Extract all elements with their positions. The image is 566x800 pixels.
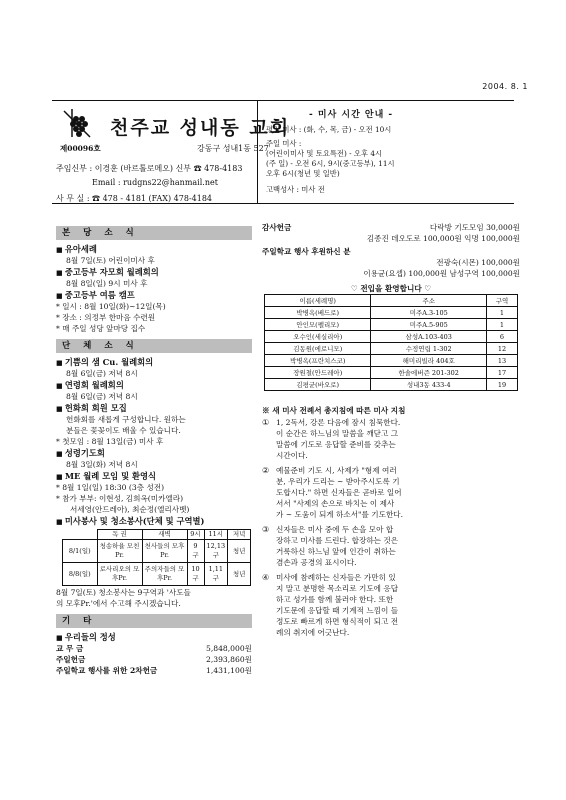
list-item: ■ 기쁨의 샘 Cu. 월례회의 8월 6일(금) 저녁 8시: [56, 356, 252, 379]
offering-row: 주일헌금 2,393,860원: [56, 655, 252, 664]
list-item: ■ ME 월례 모임 및 환영식 * 8월 1일(일) 18:30 (3층 성전) * 참가 부부: 이현성, 김희옥(미카엘라) 서세영(안드레아), 최순정(엘리사벳): [56, 470, 252, 515]
service-note: 8월 7일(토) 청소봉사는 9구역과 '사도들: [56, 588, 191, 597]
table-row: 박병옥(프란치스코) 해미리빌라 404호 13: [265, 355, 518, 367]
sponsor-title: 주일학교 행사 후원하신 분: [262, 247, 351, 256]
table-row: 8/8(일) 로사리오의 모후Pr. 주의자들의 모후Pr. 10 구 1,11 구 청년: [63, 563, 251, 586]
list-item: ■ 미사봉사 및 청소봉사(단체 및 구역별): [56, 515, 252, 527]
office-info: 사 무 실 : ☎ 478 - 4181 (FAX) 478-4184: [56, 194, 213, 203]
section-header-danche: 단 체 소 식: [56, 339, 252, 353]
list-item: ■ 유아세례 8월 7일(토) 어린이미사 후: [56, 243, 252, 266]
left-column: [56, 226, 252, 676]
mass-line: (주 일) - 오전 6시, 9시(중고등부), 11시: [266, 159, 395, 168]
thanks-row: 감사헌금 다락방 기도모임 30,000원: [262, 223, 520, 232]
table-row: 안인모(펠리모) 미주A.5-905 1: [265, 319, 518, 331]
offering-row: 교 무 금 5,848,000원: [56, 644, 252, 653]
pastor-info: 주임신부 : 이경훈 (바르톨로메오) 신부 ☎ 478-4183: [56, 164, 243, 173]
service-note: 의 모후Pr.'에서 수고해 주시겠습니다.: [56, 599, 181, 608]
table-row: 김평균(바오로) 성내3동 433-4 19: [265, 379, 518, 391]
issue-number: 제00096호: [60, 144, 101, 153]
sponsor-row: 이용균(요셉) 100,000원 남성구역 100,000원: [363, 269, 520, 278]
notice-item: ④ 미사에 참례하는 신자들은 가만히 있 지 말고 분명한 목소리로 기도에 응답 하고 성가를 함께 불러야 한다. 또한 기도문에 응답할 때 기계적 느낌이 들 정도로 빠르게 하면 형식적이 되고 전 례의 취지에 어긋난다.: [262, 573, 399, 637]
mass-line: 주일 미사 :: [266, 139, 302, 148]
mass-line: 평일 미사 : (화, 수, 목, 금) - 오전 10시: [266, 125, 392, 134]
notice-item: ③ 신자들은 미사 중에 두 손을 모아 합 장하고 미사를 드린다. 합장하는 것은 거룩하신 하느님 앞에 인간이 취하는 겸손과 공경의 표시이다.: [262, 525, 399, 567]
email-info: Email : rudgns22@hanmail.net: [92, 178, 218, 187]
mass-line: (어린이미사 및 토요특전) - 오후 4시: [266, 149, 383, 158]
bulletin-date: 2004. 8. 1: [482, 82, 528, 91]
offering-list: ■ 우리들의 정성 교 무 금 5,848,000원 주일헌금 2,393,860원 주일학교 행사를 위한 2차헌금 1,431,100원: [56, 631, 252, 676]
welcome-table: [264, 294, 518, 391]
service-table: [62, 529, 251, 586]
table-row: 김동원(에로니모) 수정연립 1-302 12: [265, 343, 518, 355]
list-item: ■ 성령기도회 8월 3일(화) 저녁 8시: [56, 447, 252, 470]
list-item: ■ 중고등부 자모회 월례회의 8월 8일(일) 9시 미사 후: [56, 266, 252, 289]
notice-item: ① 1, 2독서, 강론 다음에 잠시 침묵한다. 이 순간은 하느님의 말씀을 깨닫고 그 말씀에 기도로 응답할 준비를 갖추는 시간이다.: [262, 418, 401, 460]
section-header-gita: 기 타: [56, 614, 252, 628]
header-divider: [257, 101, 258, 203]
bulletin-header: [52, 100, 514, 204]
table-row: 박병옥(베드로) 미주A.3-105 1: [265, 307, 518, 319]
mass-line: 고백성사 : 미사 전: [266, 185, 325, 194]
church-address: 강동구 성내1동 527: [197, 144, 269, 153]
offering-row: 주일학교 행사를 위한 2차헌금 1,431,100원: [56, 666, 252, 675]
table-header-row: 독 권 새벽 9시 11시 저녁: [63, 530, 251, 540]
mass-time-title: - 미사 시간 안내 -: [309, 110, 394, 120]
sponsor-row: 전광숙(시몬) 100,000원: [436, 258, 520, 267]
mass-line: 오후 6시(청년 및 일반): [266, 169, 340, 178]
grapes-cross-logo-icon: [60, 107, 92, 139]
list-item: ■ 헌화회 회원 모집 헌화회를 새롭게 구성합니다. 원하는 분들은 꽃꽂이도 배울 수 있습니다. * 첫모임 : 8월 13일(금) 미사 후: [56, 402, 252, 447]
table-row: 8/1(일) 청송하율 모친Pr. 천사들의 모후Pr. 9 구 12,13 구 청년: [63, 540, 251, 563]
table-row: 장원철(안드레아) 한솔에버즌 201-302 17: [265, 367, 518, 379]
table-row: 오수인(세실리아) 삼성A.103-403 6: [265, 331, 518, 343]
welcome-title: ♡ 전입을 환영합니다 ♡: [350, 284, 432, 293]
list-item: ■ 연령회 월례회의 8월 6일(금) 저녁 8시: [56, 379, 252, 402]
table-header-row: 이름(세례명) 주소 구역: [265, 295, 518, 307]
thanks-row: 김종진 데오도로 100,000원 익명 100,000원: [366, 234, 520, 243]
right-column: [262, 222, 520, 638]
church-name: 천주교 성내동 교회: [110, 117, 291, 139]
notice-title: ※ 새 미사 전례서 총지침에 따른 미사 지침: [262, 406, 406, 415]
section-header-bondang: 본 당 소 식: [56, 226, 252, 240]
notice-item: ② 예물준비 기도 시, 사제가 "형제 여러 분, 우리가 드리는 ~ 받아주시도록 기 도합시다." 하면 신자들은 곧바로 일어 서서 "사제의 손으로 바치는 이 제사 가 ~ 도움이 되게 하소서"를 기도한다.: [262, 466, 404, 519]
list-item: ■ 중고등부 여름 캠프 * 일시 : 8월 10일(화)~12일(목) * 장소 : 의정부 한마음 수련원 * 매 주일 성당 앞마당 집수: [56, 289, 252, 334]
